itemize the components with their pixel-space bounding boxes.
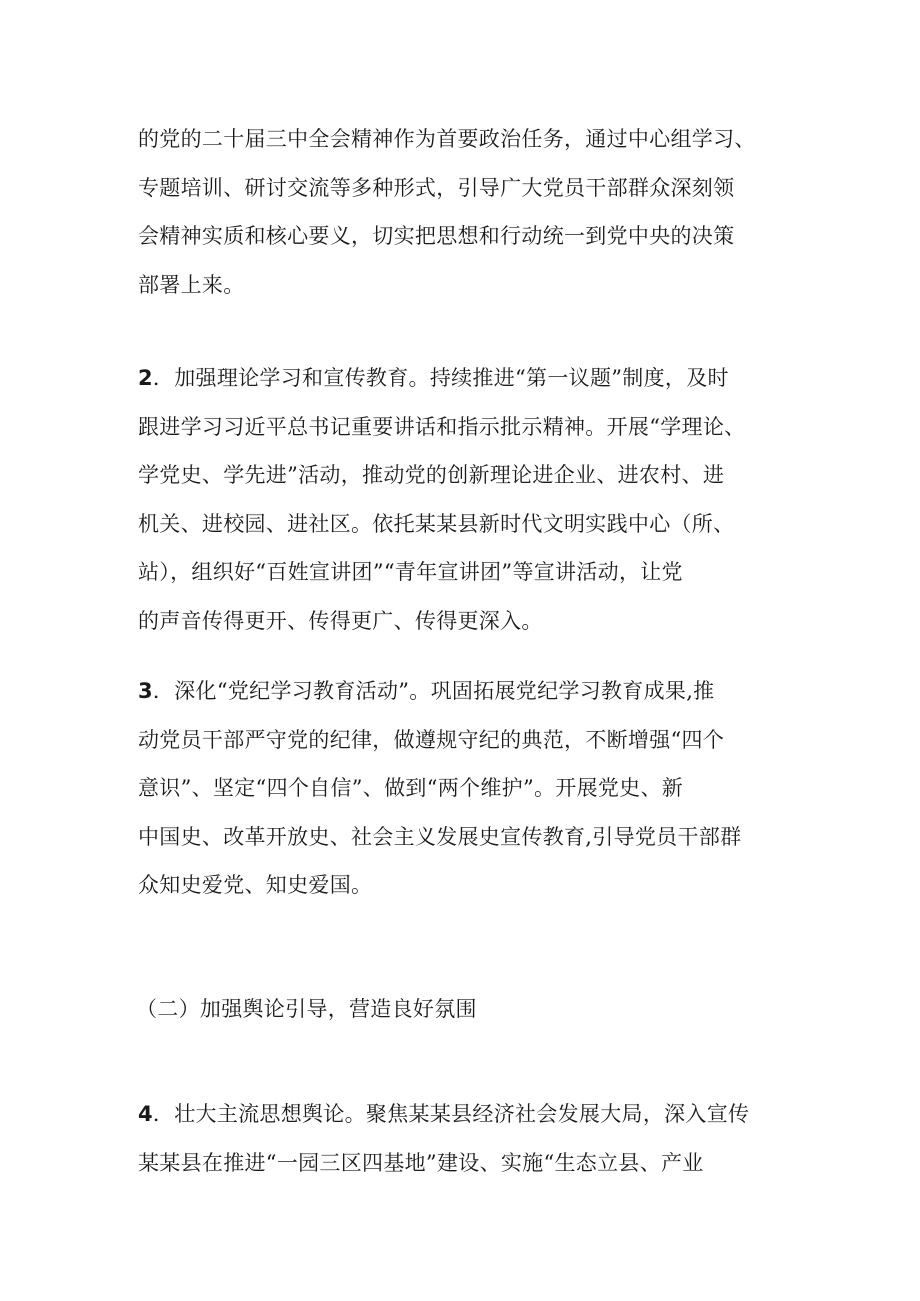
- text-line: 中国史、改革开放史、社会主义发展史宣传教育,引导党员干部群: [138, 824, 742, 849]
- item-title-text: ．深化“党纪学习教育活动”。巩固拓展党纪学习教育成果,推: [152, 679, 715, 703]
- section-heading-text: （二）加强舆论引导，营造良好氛围: [136, 997, 477, 1021]
- paragraph-3: [138, 667, 788, 910]
- item-title-text: ．加强理论学习和宣传教育。持续推进“第一议题”制度，及时: [152, 366, 729, 390]
- text-line: 专题培训、研讨交流等多种形式，引导广大党员干部群众深刻领: [138, 175, 735, 200]
- paragraph-4: [138, 1090, 788, 1187]
- item-number: 3: [138, 679, 153, 703]
- item-title-text: ．壮大主流思想舆论。聚焦某某县经济社会发展大局，深入宣传: [152, 1102, 750, 1126]
- text-line: 的党的二十届三中全会精神作为首要政治任务，通过中心组学习、: [138, 127, 756, 151]
- text-line-first: [138, 1090, 788, 1139]
- section-heading: [136, 985, 786, 1034]
- text-line: 众知史爱党、知史爱国。: [138, 873, 373, 897]
- text-line: 部署上来。: [138, 272, 245, 297]
- text-line: 意识”、坚定“四个自信”、做到“两个维护”。开展党史、新: [138, 776, 684, 800]
- item-number: 2: [138, 366, 153, 390]
- text-line: 动党员干部严守党的纪律，做遵规守纪的典范，不断增强“四个: [138, 727, 725, 752]
- paragraph-2: [138, 354, 788, 645]
- text-line: 机关、进校园、进社区。依托某某县新时代文明实践中心（所、: [138, 511, 735, 536]
- paragraph-1: [138, 115, 788, 309]
- text-line: 跟进学习习近平总书记重要讲话和指示批示精神。开展“学理论、: [138, 414, 746, 439]
- item-number: 4: [138, 1102, 153, 1126]
- text-line: 的声音传得更开、传得更广、传得更深入。: [138, 608, 543, 633]
- text-line-first: [138, 667, 788, 716]
- text-line: 某某县在推进“一园三区四基地”建设、实施“生态立县、产业: [138, 1150, 704, 1175]
- text-line: 学党史、学先进”活动，推动党的创新理论进企业、进农村、进: [138, 463, 725, 487]
- text-line: 会精神实质和核心要义，切实把思想和行动统一到党中央的决策: [138, 224, 735, 248]
- text-line-first: [138, 354, 788, 403]
- text-line: 站），组织好“百姓宣讲团”“青年宣讲团”等宣讲活动，让党: [138, 560, 683, 584]
